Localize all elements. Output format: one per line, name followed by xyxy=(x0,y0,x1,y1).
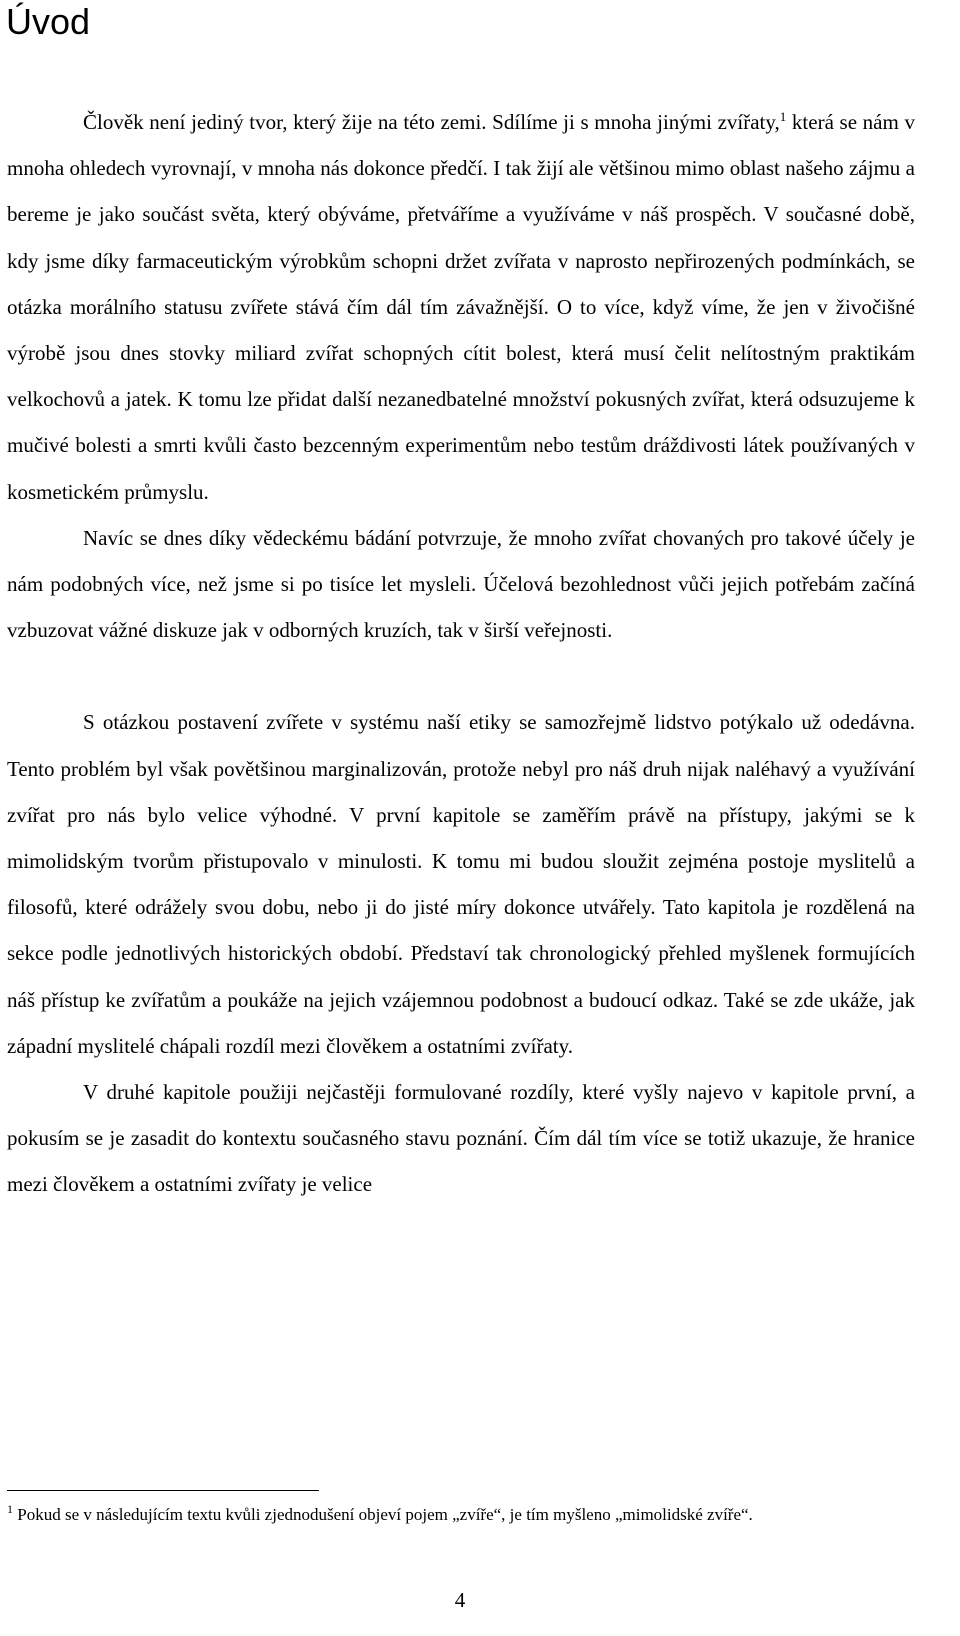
paragraph-3: S otázkou postavení zvířete v systému naší etiky se samozřejmě lidstvo potýkalo už odedávna. Tento problém byl však povětšinou marginalizován, protože nebyl pro náš druh nijak naléhavý a využívání zvířat pro nás bylo velice výhodné. V první kapitole se zaměřím právě na přístupy, jakými se k mimolidským tvorům přistupovalo v minulosti. K tomu mi budou sloužit zejména postoje myslitelů a filosofů, které odrážely svou dobu, nebo ji do jisté míry dokonce utvářely. Tato kapitola je rozdělená na sekce podle jednotlivých historických období. Představí tak chronologický přehled myšlenek formujících náš přístup ke zvířatům a poukáže na jejich vzájemnou podobnost a budoucí odkaz. Také se zde ukáže, jak západní myslitelé chápali rozdíl mezi člověkem a ostatními zvířaty. xyxy=(7,710,915,1058)
chapter-heading: Úvod xyxy=(6,1,91,42)
paragraph-1-text-start: Člověk není jediný tvor, který žije na této zemi. Sdílíme ji s mnoha jinými zvířaty, xyxy=(83,110,780,134)
paragraph-1 xyxy=(7,99,915,515)
body-text xyxy=(7,99,915,1208)
paragraph-2: Navíc se dnes díky vědeckému bádání potvrzuje, že mnoho zvířat chovaných pro takové účely je nám podobných více, než jsme si po tisíce let mysleli. Účelová bezohlednost vůči jejich potřebám začíná vzbuzovat vážné diskuze jak v odborných kruzích, tak v širší veřejnosti. xyxy=(7,525,915,643)
footnote xyxy=(7,1503,915,1526)
paragraph-1-text-end: která se nám v mnoha ohledech vyrovnají, v mnoha nás dokonce předčí. I tak žijí ale většinou mimo oblast našeho zájmu a bereme je jako součást světa, který obýváme, přetváříme a využíváme v náš prospěch. V současné době, kdy jsme díky farmaceutickým výrobkům schopni držet zvířata v naprosto nepřirozených podmínkách, se otázka morálního statusu zvířete stává čím dál tím závažnější. O to více, když víme, že jen v živočišné výrobě jsou dnes stovky miliard zvířat schopných cítit bolest, která musí čelit nelítostným praktikám velkochovů a jatek. K tomu lze přidat další nezanedbatelné množství pokusných zvířat, která odsuzujeme k mučivé bolesti a smrti kvůli často bezcenným experimentům nebo testům dráždivosti látek používaných v kosmetickém průmyslu. xyxy=(7,110,915,504)
paragraph-4: V druhé kapitole použiji nejčastěji formulované rozdíly, které vyšly najevo v kapitole první, a pokusím se je zasadit do kontextu současného stavu poznání. Čím dál tím více se totiž ukazuje, že hranice mezi člověkem a ostatními zvířaty je velice xyxy=(7,1080,915,1197)
footnote-separator xyxy=(7,1490,319,1491)
page-number: 4 xyxy=(454,1588,466,1612)
footnote-marker: 1 xyxy=(7,1502,13,1516)
footnote-text: Pokud se v následujícím textu kvůli zjednodušení objeví pojem „zvíře“, je tím myšleno „mimolidské zvíře“. xyxy=(13,1505,753,1524)
footnote-reference[interactable]: 1 xyxy=(779,109,787,124)
